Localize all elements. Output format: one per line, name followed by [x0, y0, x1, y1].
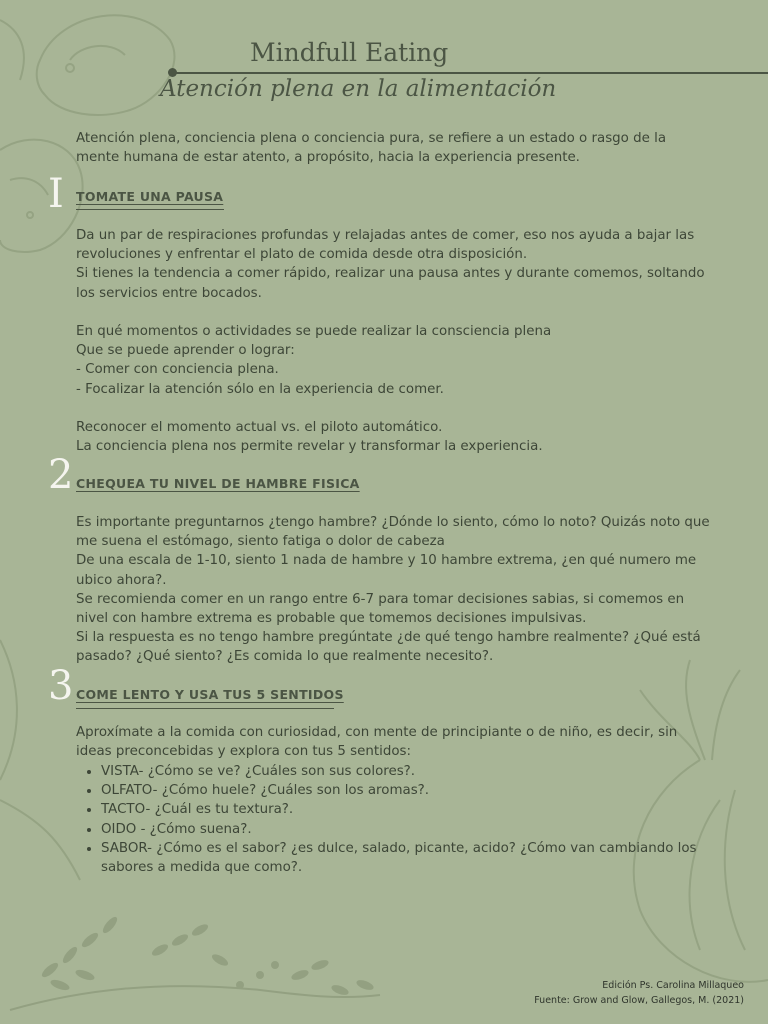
herb-illustration-bottom [10, 915, 380, 1010]
section-heading-rule-1 [76, 209, 224, 210]
list-item: • OIDO - ¿Cómo suena?. [101, 820, 741, 839]
intro-paragraph: Atención plena, conciencia plena o conciencia pura, se refiere a un estado o rasgo de la mente humana de estar atento, a propósito, hacia la experiencia presente. [76, 131, 667, 166]
section-number-2: 2 [48, 452, 74, 498]
page-subtitle: Atención plena en la alimentación [160, 76, 557, 102]
title-rule [172, 72, 768, 74]
section-heading-1: TOMATE UNA PAUSA [76, 189, 224, 204]
footer-source: Fuente: Grow and Glow, Gallegos, M. (2021) [534, 995, 744, 1006]
list-item: • VISTA- ¿Cómo se ve? ¿Cuáles son sus colores?. [101, 762, 741, 781]
list-item: • OLFATO- ¿Cómo huele? ¿Cuáles son los aromas?. [101, 781, 741, 800]
list-item: • SABOR- ¿Cómo es el sabor? ¿es dulce, salado, picante, acido? ¿Cómo van cambiando los sabores a medida que como?. [101, 839, 741, 877]
list-item: • TACTO- ¿Cuál es tu textura?. [101, 800, 741, 819]
section-number-3: 3 [48, 663, 74, 709]
senses-list [76, 762, 741, 877]
section-heading-rule-2 [76, 491, 354, 492]
footer-edition: Edición Ps. Carolina Millaqueo [602, 980, 744, 991]
page-title: Mindfull Eating [250, 38, 449, 67]
footer-credits [534, 978, 744, 1008]
section-body-2: Es importante preguntarnos ¿tengo hambre? ¿Dónde lo siento, cómo lo noto? Quizás noto que me suena el estómago, siento fatiga o dolor de cabeza De una escala de 1-10, siento 1 nada de hambre y 10 hambre extrema, ¿en qué numero me ubico ahora?. Se recomienda comer en un rango entre 6-7 para tomar decisiones sabias, si comemos en nivel con hambre extrema es probable que tomemos decisiones impulsivas. Si la respuesta es no tengo hambre pregúntate ¿de qué tengo hambre realmente? ¿Qué está pasado? ¿Qué siento? ¿Es comida lo que realmente necesito?. [76, 515, 710, 665]
section-heading-rule-3 [76, 708, 334, 709]
section-body-3: Aproxímate a la comida con curiosidad, con mente de principiante o de niño, es decir, sin ideas preconcebidas y explora con tus 5 sentidos: [76, 725, 678, 760]
section-number-1: I [48, 171, 64, 217]
section-heading-3: COME LENTO Y USA TUS 5 SENTIDOS [76, 687, 344, 702]
mushroom-illustration-top [0, 15, 174, 115]
section-body-1: Da un par de respiraciones profundas y relajadas antes de comer, eso nos ayuda a bajar las revoluciones y enfrentar el plato de comida desde otra disposición. Si tienes la tendencia a comer rápido, realizar una pausa antes y durante comemos, soltando los servicios entre bocados. En qué momentos o actividades se puede realizar la consciencia plena Que se puede aprender o lograr: - Comer con conciencia plena. - Focalizar la atención sólo en la experiencia de comer. Reconocer el momento actual vs. el piloto automático. La conciencia plena nos permite revelar y transformar la experiencia. [76, 228, 705, 455]
section-heading-2: CHEQUEA TU NIVEL DE HAMBRE FISICA [76, 476, 360, 491]
mushroom-illustration-mid [0, 140, 83, 252]
